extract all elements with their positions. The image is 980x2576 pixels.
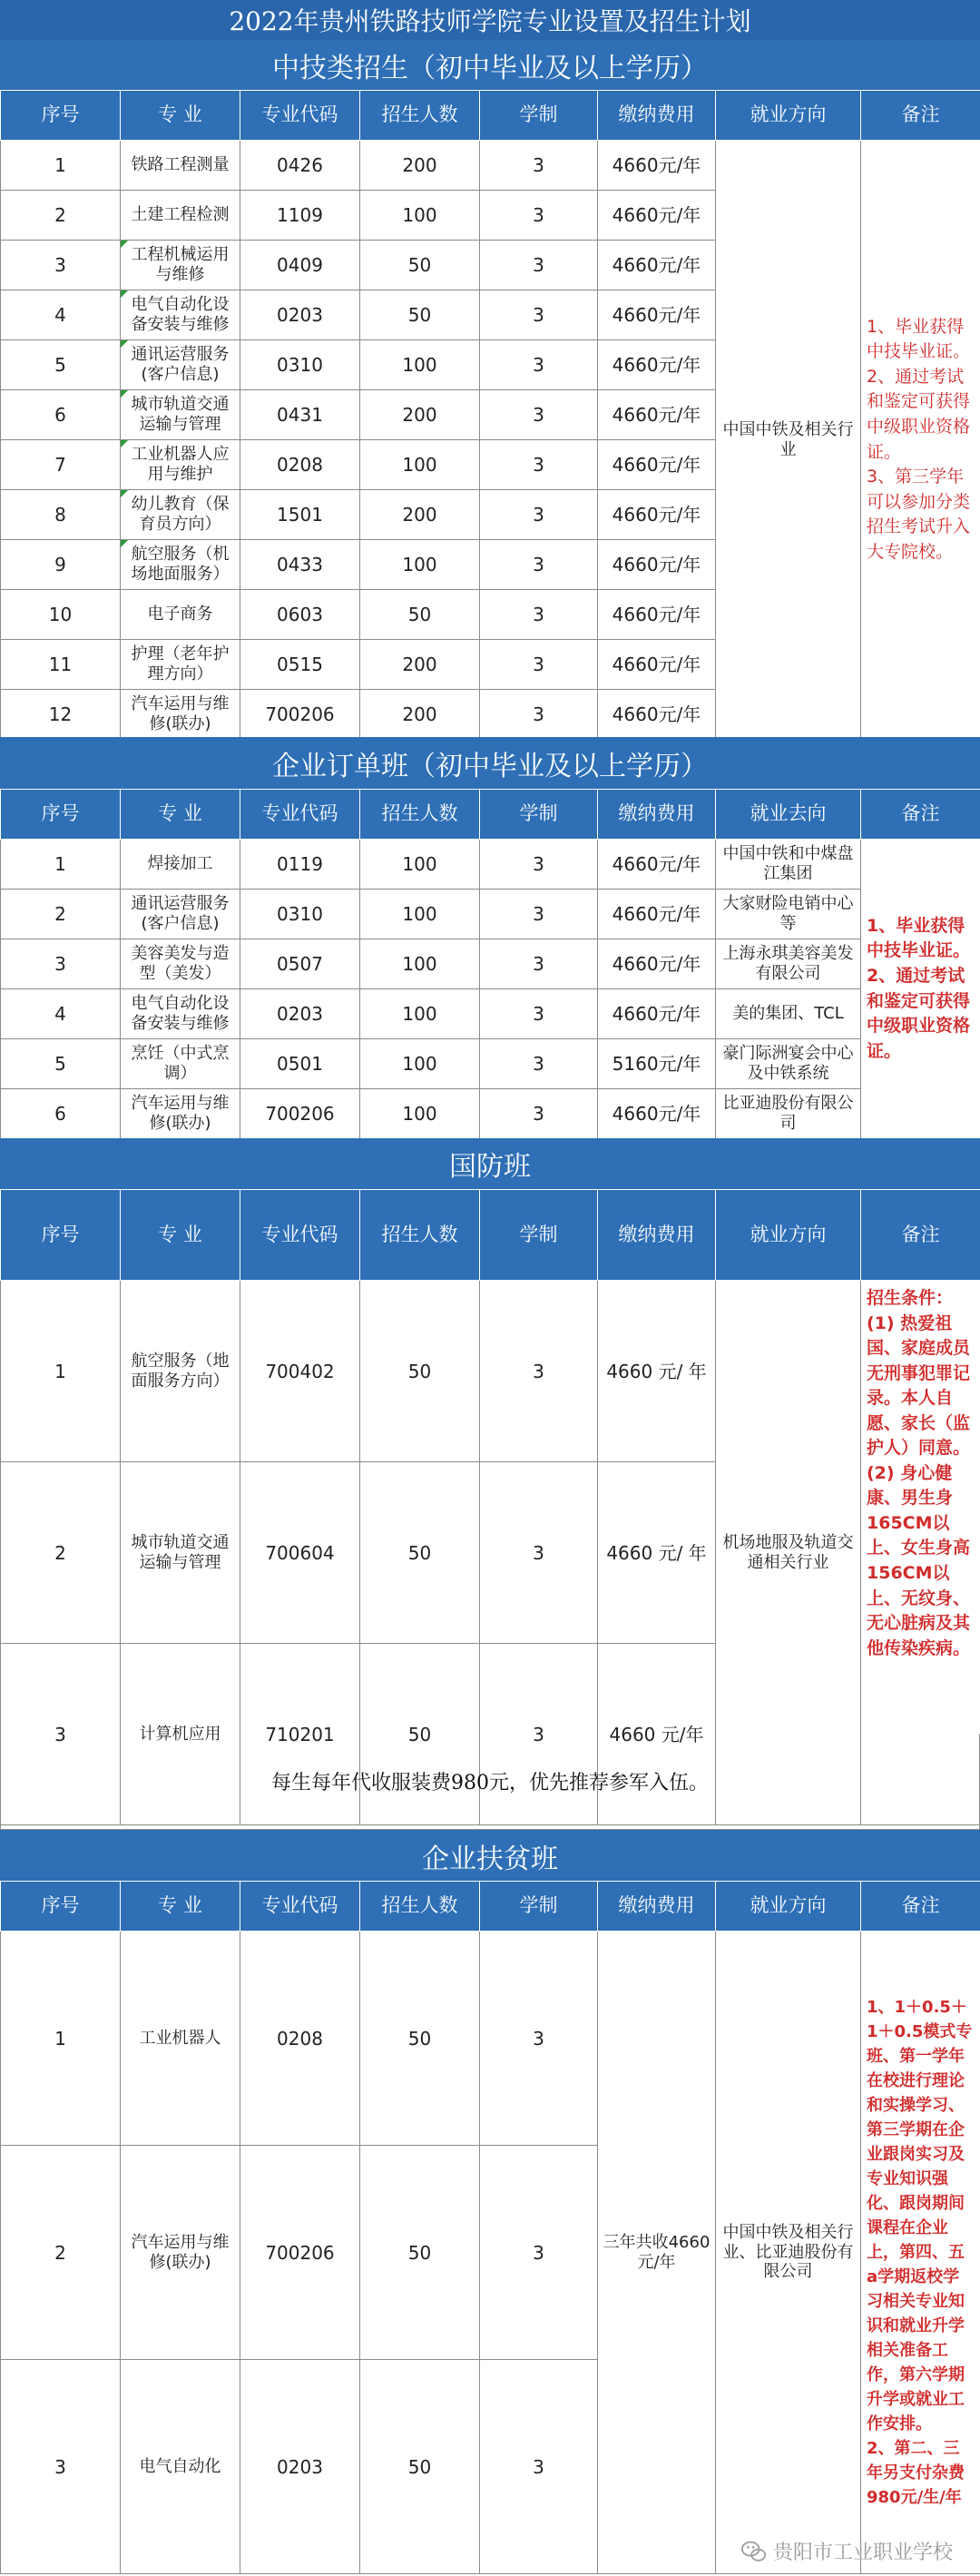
section-title-2: 企业订单班（初中毕业及以上学历） xyxy=(0,737,980,789)
major-name: 航空服务（机场地面服务） xyxy=(121,540,240,590)
header-cell: 序号 xyxy=(1,91,121,141)
enrollment-count: 50 xyxy=(360,2146,480,2360)
row-number: 3 xyxy=(1,241,121,290)
fee: 4660 元/ 年 xyxy=(598,1462,716,1644)
header-cell: 序号 xyxy=(1,790,121,840)
header-cell: 专业代码 xyxy=(240,790,360,840)
enrollment-count: 200 xyxy=(360,640,480,690)
enrollment-count: 50 xyxy=(360,1281,480,1462)
enrollment-count: 50 xyxy=(360,590,480,640)
major-code: 0431 xyxy=(240,390,360,440)
enrollment-count: 200 xyxy=(360,141,480,191)
row-number: 10 xyxy=(1,590,121,640)
header-cell: 专 业 xyxy=(121,1190,240,1281)
major-name: 汽车运用与维修(联办) xyxy=(121,690,240,740)
major-code: 700206 xyxy=(240,2146,360,2360)
header-cell: 专 业 xyxy=(121,790,240,840)
duration: 3 xyxy=(480,340,598,390)
major-name: 航空服务（地面服务方向） xyxy=(121,1281,240,1462)
major-code: 0603 xyxy=(240,590,360,640)
row-number: 11 xyxy=(1,640,121,690)
row-number: 2 xyxy=(1,1462,121,1644)
fee: 4660 元/ 年 xyxy=(598,1281,716,1462)
major-name: 电气自动化设备安装与维修 xyxy=(121,290,240,340)
employment-direction: 中国中铁及相关行业、比亚迪股份有限公司 xyxy=(716,1932,861,2574)
major-name: 城市轨道交通运输与管理 xyxy=(121,390,240,440)
fee: 4660元/年 xyxy=(598,590,716,640)
fee: 4660元/年 xyxy=(598,191,716,241)
row-number: 5 xyxy=(1,1039,121,1089)
employment-destination: 美的集团、TCL xyxy=(716,989,861,1039)
major-code: 1109 xyxy=(240,191,360,241)
duration: 3 xyxy=(480,989,598,1039)
major-code: 0203 xyxy=(240,290,360,340)
section-title-1: 中技类招生（初中毕业及以上学历） xyxy=(0,40,980,90)
table-header-row xyxy=(1,91,980,141)
header-cell: 招生人数 xyxy=(360,1882,480,1932)
row-number: 3 xyxy=(1,939,121,989)
wechat-icon xyxy=(740,2538,768,2565)
header-cell: 缴纳费用 xyxy=(598,1882,716,1932)
fee: 4660元/年 xyxy=(598,390,716,440)
uniform-fee-note: 每生每年代收服装费980元，优先推荐参军入伍。 xyxy=(0,1734,980,1829)
fee: 4660元/年 xyxy=(598,540,716,590)
watermark xyxy=(740,2537,953,2565)
notes: 1、毕业获得中技毕业证。 2、通过考试和鉴定可获得中级职业资格证。 xyxy=(861,840,980,1139)
major-name: 铁路工程测量 xyxy=(121,141,240,191)
header-cell: 招生人数 xyxy=(360,790,480,840)
major-code: 700604 xyxy=(240,1462,360,1644)
enrollment-count: 100 xyxy=(360,890,480,939)
fee: 4660元/年 xyxy=(598,490,716,540)
header-cell: 备注 xyxy=(861,1882,980,1932)
enrollment-count: 100 xyxy=(360,840,480,890)
duration: 3 xyxy=(480,290,598,340)
employment-destination: 豪门际洲宴会中心及中铁系统 xyxy=(716,1039,861,1089)
major-name: 计算机应用 xyxy=(121,1644,240,1825)
major-code: 0515 xyxy=(240,640,360,690)
table-row xyxy=(1,1932,980,2146)
table-header-row xyxy=(1,1882,980,1932)
section-title-3: 国防班 xyxy=(0,1138,980,1189)
employment-destination: 比亚迪股份有限公司 xyxy=(716,1089,861,1139)
enrollment-count: 100 xyxy=(360,340,480,390)
row-number: 7 xyxy=(1,440,121,490)
duration: 3 xyxy=(480,1462,598,1644)
header-cell: 备注 xyxy=(861,91,980,141)
row-number: 4 xyxy=(1,989,121,1039)
row-number: 3 xyxy=(1,1644,121,1825)
duration: 3 xyxy=(480,1089,598,1139)
major-code: 1501 xyxy=(240,490,360,540)
section-3-table xyxy=(0,1189,980,1825)
duration: 3 xyxy=(480,241,598,290)
duration: 3 xyxy=(480,939,598,989)
section-3-table-wrap xyxy=(0,1189,980,1825)
duration: 3 xyxy=(480,890,598,939)
table-row xyxy=(1,141,980,191)
enrollment-count: 100 xyxy=(360,191,480,241)
header-cell: 专 业 xyxy=(121,1882,240,1932)
row-number: 4 xyxy=(1,290,121,340)
section-4-table xyxy=(0,1881,980,2574)
header-cell: 学制 xyxy=(480,1190,598,1281)
header-cell: 就业方向 xyxy=(716,1190,861,1281)
row-number: 3 xyxy=(1,2360,121,2574)
fee: 4660元/年 xyxy=(598,640,716,690)
enrollment-count: 200 xyxy=(360,490,480,540)
major-code: 0433 xyxy=(240,540,360,590)
major-code: 700206 xyxy=(240,690,360,740)
fee: 4660元/年 xyxy=(598,890,716,939)
duration: 3 xyxy=(480,1281,598,1462)
duration: 3 xyxy=(480,1932,598,2146)
table-row xyxy=(1,1039,980,1089)
major-code: 0409 xyxy=(240,241,360,290)
header-cell: 就业去向 xyxy=(716,790,861,840)
major-name: 焊接加工 xyxy=(121,840,240,890)
major-code: 0203 xyxy=(240,2360,360,2574)
section-2-table-wrap xyxy=(0,789,980,1139)
notes: 1、1＋0.5＋1＋0.5模式专班、第一学年在校进行理论和实操学习、第三学期在企业跟岗实习及专业知识强化、跟岗期间课程在企业上，第四、五a学期返校学习相关专业知识和就业升学相关准备工作，第六学期升学或就业工作安排。 2、第二、三年另支付杂费980元/生/年 xyxy=(861,1932,980,2574)
enrollment-count: 50 xyxy=(360,1462,480,1644)
duration: 3 xyxy=(480,2146,598,2360)
enrollment-count: 50 xyxy=(360,1644,480,1825)
row-number: 6 xyxy=(1,1089,121,1139)
employment-destination: 中国中铁和中煤盘江集团 xyxy=(716,840,861,890)
employment-direction: 中国中铁及相关行业 xyxy=(716,141,861,740)
employment-direction: 机场地服及轨道交通相关行业 xyxy=(716,1281,861,1825)
major-code: 0208 xyxy=(240,1932,360,2146)
fee: 4660元/年 xyxy=(598,440,716,490)
major-code: 0310 xyxy=(240,890,360,939)
major-code: 0119 xyxy=(240,840,360,890)
duration: 3 xyxy=(480,590,598,640)
header-cell: 缴纳费用 xyxy=(598,790,716,840)
fee: 4660 元/年 xyxy=(598,1644,716,1825)
row-number: 1 xyxy=(1,1281,121,1462)
duration: 3 xyxy=(480,141,598,191)
major-name: 美容美发与造型（美发） xyxy=(121,939,240,989)
duration: 3 xyxy=(480,1644,598,1825)
duration: 3 xyxy=(480,390,598,440)
duration: 3 xyxy=(480,840,598,890)
row-number: 5 xyxy=(1,340,121,390)
table-row xyxy=(1,840,980,890)
enrollment-count: 100 xyxy=(360,1089,480,1139)
header-cell: 缴纳费用 xyxy=(598,1190,716,1281)
major-name: 电子商务 xyxy=(121,590,240,640)
row-number: 2 xyxy=(1,2146,121,2360)
enrollment-count: 50 xyxy=(360,290,480,340)
header-cell: 就业方向 xyxy=(716,91,861,141)
row-number: 12 xyxy=(1,690,121,740)
duration: 3 xyxy=(480,191,598,241)
major-code: 710201 xyxy=(240,1644,360,1825)
duration: 3 xyxy=(480,640,598,690)
table-row xyxy=(1,989,980,1039)
table-row xyxy=(1,1089,980,1139)
fee: 4660元/年 xyxy=(598,241,716,290)
table-row xyxy=(1,890,980,939)
header-cell: 专业代码 xyxy=(240,1882,360,1932)
duration: 3 xyxy=(480,490,598,540)
page-title: 2022年贵州铁路技师学院专业设置及招生计划 xyxy=(0,0,980,42)
duration: 3 xyxy=(480,2360,598,2574)
enrollment-count: 50 xyxy=(360,1932,480,2146)
major-code: 0208 xyxy=(240,440,360,490)
header-cell: 招生人数 xyxy=(360,91,480,141)
fee: 5160元/年 xyxy=(598,1039,716,1089)
major-code: 0507 xyxy=(240,939,360,989)
major-code: 0203 xyxy=(240,989,360,1039)
major-name: 电气自动化 xyxy=(121,2360,240,2574)
fee: 4660元/年 xyxy=(598,290,716,340)
table-row xyxy=(1,1281,980,1462)
fee: 4660元/年 xyxy=(598,1089,716,1139)
duration: 3 xyxy=(480,690,598,740)
section-1-table-wrap xyxy=(0,90,980,740)
row-number: 9 xyxy=(1,540,121,590)
table-header-row xyxy=(1,790,980,840)
major-name: 汽车运用与维修(联办) xyxy=(121,1089,240,1139)
major-name: 城市轨道交通运输与管理 xyxy=(121,1462,240,1644)
employment-destination: 大家财险电销中心等 xyxy=(716,890,861,939)
major-name: 电气自动化设备安装与维修 xyxy=(121,989,240,1039)
employment-destination: 上海永琪美容美发有限公司 xyxy=(716,939,861,989)
row-number: 6 xyxy=(1,390,121,440)
enrollment-count: 100 xyxy=(360,1039,480,1089)
header-cell: 学制 xyxy=(480,790,598,840)
fee: 4660元/年 xyxy=(598,690,716,740)
major-name: 通讯运营服务(客户信息) xyxy=(121,340,240,390)
fee: 4660元/年 xyxy=(598,939,716,989)
major-code: 0426 xyxy=(240,141,360,191)
major-name: 幼儿教育（保育员方向） xyxy=(121,490,240,540)
major-name: 土建工程检测 xyxy=(121,191,240,241)
major-name: 工业机器人 xyxy=(121,1932,240,2146)
header-cell: 学制 xyxy=(480,91,598,141)
notes: 招生条件： (1) 热爱祖国、家庭成员无刑事犯罪记录。本人自愿、家长（监护人）同意。 (2) 身心健康、男生身165CM以上、女生身高156CM以上、无纹身、无心脏病及其他传染疾病。 xyxy=(861,1281,980,1825)
enrollment-count: 50 xyxy=(360,2360,480,2574)
fee: 4660元/年 xyxy=(598,840,716,890)
row-number: 1 xyxy=(1,141,121,191)
duration: 3 xyxy=(480,440,598,490)
major-name: 汽车运用与维修(联办) xyxy=(121,2146,240,2360)
major-name: 工程机械运用与维修 xyxy=(121,241,240,290)
table-row xyxy=(1,939,980,989)
enrollment-count: 100 xyxy=(360,939,480,989)
major-code: 700206 xyxy=(240,1089,360,1139)
fee: 4660元/年 xyxy=(598,340,716,390)
major-name: 烹饪（中式烹调） xyxy=(121,1039,240,1089)
enrollment-count: 100 xyxy=(360,540,480,590)
major-name: 通讯运营服务(客户信息) xyxy=(121,890,240,939)
notes: 1、毕业获得中技毕业证。 2、通过考试和鉴定可获得中级职业资格证。 3、第三学年可以参加分类招生考试升入大专院校。 xyxy=(861,141,980,740)
duration: 3 xyxy=(480,540,598,590)
header-cell: 专业代码 xyxy=(240,1190,360,1281)
row-number: 2 xyxy=(1,191,121,241)
major-code: 0501 xyxy=(240,1039,360,1089)
major-name: 工业机器人应用与维护 xyxy=(121,440,240,490)
header-cell: 序号 xyxy=(1,1190,121,1281)
enrollment-count: 100 xyxy=(360,440,480,490)
section-2-table xyxy=(0,789,980,1139)
header-cell: 序号 xyxy=(1,1882,121,1932)
section-4-table-wrap xyxy=(0,1881,980,2574)
table-header-row xyxy=(1,1190,980,1281)
row-number: 1 xyxy=(1,840,121,890)
header-cell: 备注 xyxy=(861,1190,980,1281)
fee: 4660元/年 xyxy=(598,989,716,1039)
row-number: 2 xyxy=(1,890,121,939)
major-code: 0310 xyxy=(240,340,360,390)
enrollment-count: 200 xyxy=(360,390,480,440)
row-number: 8 xyxy=(1,490,121,540)
duration: 3 xyxy=(480,1039,598,1089)
header-cell: 专业代码 xyxy=(240,91,360,141)
header-cell: 专 业 xyxy=(121,91,240,141)
major-code: 700402 xyxy=(240,1281,360,1462)
enrollment-count: 200 xyxy=(360,690,480,740)
row-number: 1 xyxy=(1,1932,121,2146)
fee: 4660元/年 xyxy=(598,141,716,191)
header-cell: 招生人数 xyxy=(360,1190,480,1281)
major-name: 护理（老年护理方向） xyxy=(121,640,240,690)
header-cell: 就业方向 xyxy=(716,1882,861,1932)
section-title-4: 企业扶贫班 xyxy=(0,1829,980,1882)
section-1-table xyxy=(0,90,980,740)
enrollment-count: 50 xyxy=(360,241,480,290)
header-cell: 学制 xyxy=(480,1882,598,1932)
fee: 三年共收4660元/年 xyxy=(598,1932,716,2574)
enrollment-count: 100 xyxy=(360,989,480,1039)
header-cell: 备注 xyxy=(861,790,980,840)
header-cell: 缴纳费用 xyxy=(598,91,716,141)
watermark-text: 贵阳市工业职业学校 xyxy=(772,2542,953,2564)
